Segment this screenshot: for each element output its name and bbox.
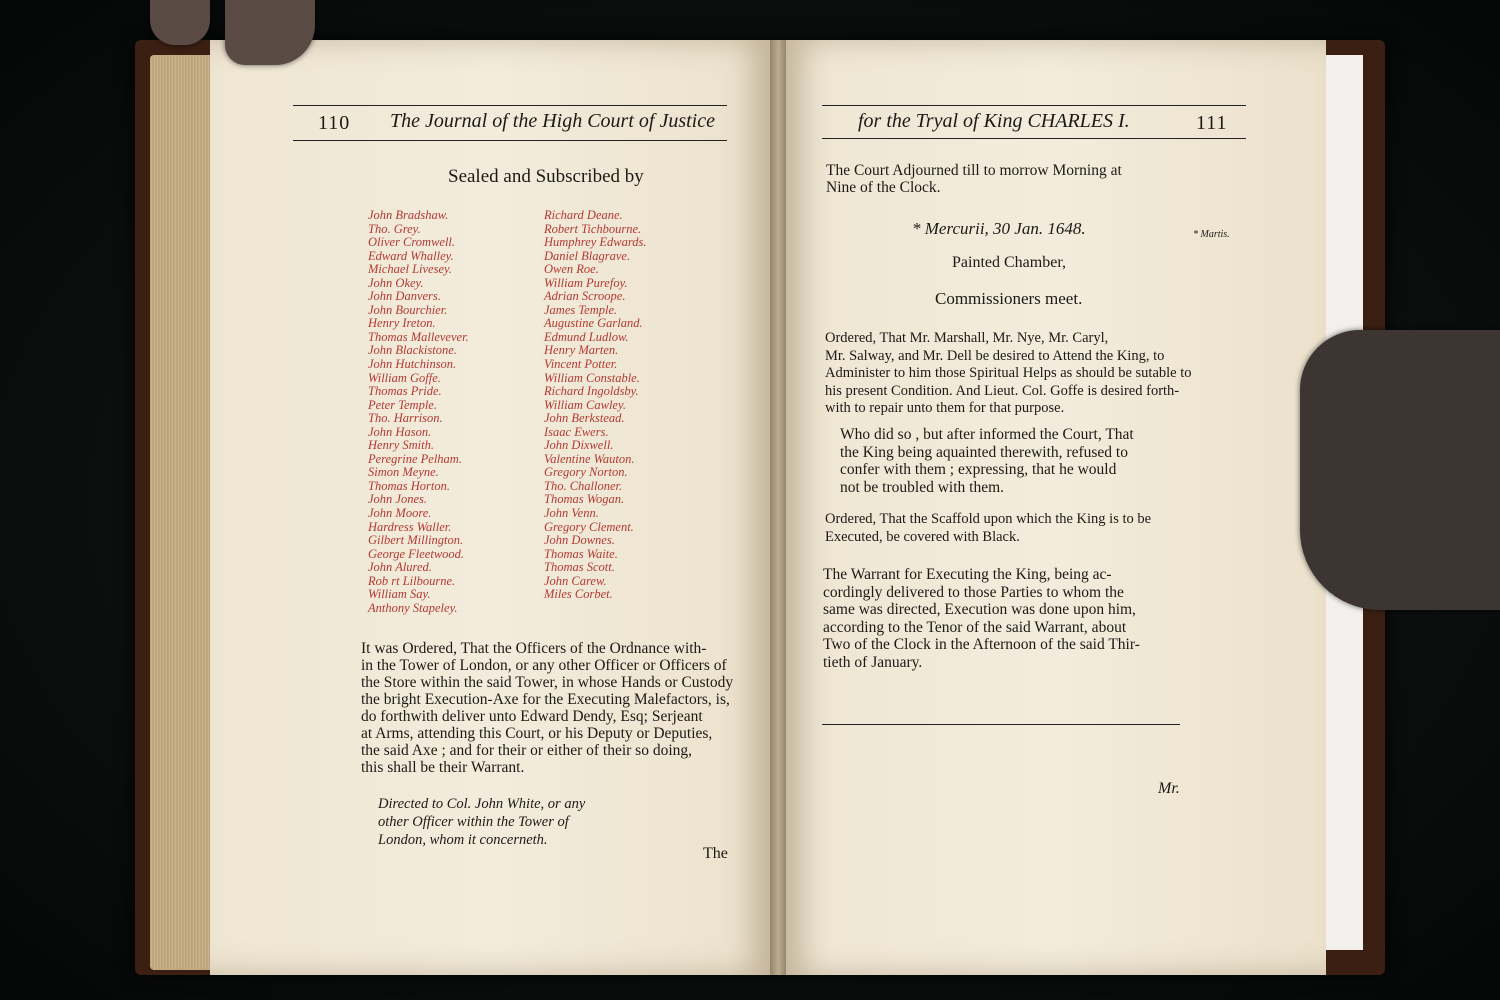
text-line: It was Ordered, That the Officers of the Ordnance with-: [361, 640, 707, 657]
page-number: 111: [1196, 112, 1228, 134]
signatory-name: Gregory Norton.: [544, 465, 628, 480]
who-did-paragraph: [840, 426, 1134, 496]
signatory-name: Henry Ireton.: [368, 316, 436, 331]
signatory-name: Gregory Clement.: [544, 519, 634, 534]
signatory-name: James Temple.: [544, 302, 618, 317]
text-line: tieth of January.: [823, 653, 923, 671]
text-line: Two of the Clock in the Afternoon of the said Thir-: [823, 636, 1140, 654]
signatory-name: Isaac Ewers.: [544, 424, 609, 439]
signatories-column-1: [368, 209, 469, 615]
order-marshall-paragraph: [825, 330, 1192, 418]
clasp-top-left: [150, 0, 210, 45]
text-line: Ordered, That the Scaffold upon which the King is to be: [825, 511, 1152, 527]
signatory-name: Richard Ingoldsby.: [544, 384, 639, 399]
text-line: Ordered, That Mr. Marshall, Mr. Nye, Mr. Caryl,: [825, 330, 1109, 346]
text-line: this shall be their Warrant.: [361, 759, 525, 776]
signatory-name: Edward Whalley.: [368, 248, 454, 263]
catchword: Mr.: [1158, 780, 1180, 797]
signatory-name: Rob rt Lilbourne.: [368, 573, 456, 588]
signatory-name: Thomas Mallevever.: [368, 329, 469, 344]
signatory-name: John Blackistone.: [368, 343, 457, 358]
signatory-name: Peter Temple.: [368, 397, 437, 412]
signatory-name: Augustine Garland.: [544, 316, 643, 331]
signatory-name: Adrian Scroope.: [544, 289, 626, 304]
signatory-name: Richard Deane.: [544, 208, 623, 222]
signatory-name: John Alured.: [368, 560, 432, 575]
text-line: the Store within the said Tower, in whose Hands or Custody: [361, 674, 734, 691]
running-head: for the Tryal of King CHARLES I.: [858, 110, 1130, 132]
text-line: Directed to Col. John White, or any: [378, 796, 586, 812]
signatory-name: Miles Corbet.: [544, 587, 613, 602]
margin-note: * Martis.: [1193, 229, 1230, 240]
signatory-name: Owen Roe.: [544, 262, 599, 277]
text-line: with to repair unto them for that purpose.: [825, 400, 1065, 416]
signatory-name: William Purefoy.: [544, 275, 628, 290]
page-edges: [150, 55, 218, 970]
text-line: the bright Execution-Axe for the Executing Malefactors, is,: [361, 691, 730, 708]
signatory-name: Tho. Challoner.: [544, 478, 623, 493]
text-line: according to the Tenor of the said Warrant, about: [823, 618, 1127, 636]
signatory-name: Robert Tichbourne.: [544, 221, 642, 236]
signatory-name: Thomas Scott.: [544, 560, 615, 575]
signatory-name: John Moore.: [368, 506, 432, 521]
signatory-name: Thomas Horton.: [368, 478, 450, 493]
signatory-name: Michael Livesey.: [368, 262, 452, 277]
signatory-name: John Bradshaw.: [368, 208, 449, 222]
place-heading: Painted Chamber,: [952, 254, 1066, 271]
text-line: do forthwith deliver unto Edward Dendy, Esq; Serjeant: [361, 708, 703, 725]
signatory-name: Simon Meyne.: [368, 465, 439, 480]
signatory-name: Valentine Wauton.: [544, 451, 635, 466]
signatory-name: John Jones.: [368, 492, 428, 507]
text-line: London, whom it concerneth.: [378, 832, 548, 848]
text-line: cordingly delivered to those Parties to whom the: [823, 583, 1124, 601]
header-rule-bottom: [822, 138, 1246, 139]
header-rule-top: [822, 105, 1246, 106]
text-line: not be troubled with them.: [840, 478, 1005, 496]
text-line: Mr. Salway, and Mr. Dell be desired to Attend the King, to: [825, 347, 1165, 364]
text-line: The Court Adjourned till to morrow Morning at: [826, 162, 1122, 179]
signatory-name: John Hutchinson.: [368, 357, 457, 372]
signatory-name: Thomas Waite.: [544, 546, 618, 561]
signatory-name: Gilbert Millington.: [368, 533, 464, 548]
text-line: the said Axe ; and for their or either of their so doing,: [361, 742, 693, 759]
signatory-name: John Berkstead.: [544, 411, 625, 426]
signatory-name: Edmund Ludlow.: [544, 329, 629, 344]
text-line: Executed, be covered with Black.: [825, 529, 1020, 545]
signatory-name: Daniel Blagrave.: [544, 248, 631, 263]
signatory-name: Thomas Pride.: [368, 384, 442, 399]
commissioners-heading: Commissioners meet.: [935, 289, 1083, 308]
signatories-column-2: [544, 209, 647, 602]
section-heading: Sealed and Subscribed by: [448, 166, 644, 187]
warrant-paragraph: [823, 566, 1140, 672]
clasp-right: [1300, 330, 1500, 610]
signatory-name: Henry Smith.: [368, 438, 434, 453]
signatory-name: Tho. Grey.: [368, 221, 421, 236]
book-gutter: [770, 40, 786, 975]
text-line: in the Tower of London, or any other Officer or Officers of: [361, 657, 727, 674]
signatory-name: Anthony Stapeley.: [368, 600, 458, 615]
directed-note: [378, 795, 585, 849]
signatory-name: John Downes.: [544, 533, 615, 548]
text-line: other Officer within the Tower of: [378, 814, 569, 830]
text-line: the King being aquainted therewith, refused to: [840, 443, 1128, 461]
signatory-name: William Goffe.: [368, 370, 441, 385]
signatory-name: George Fleetwood.: [368, 546, 465, 561]
signatory-name: Hardress Waller.: [368, 519, 452, 534]
date-line: * Mercurii, 30 Jan. 1648.: [912, 219, 1086, 238]
page-number: 110: [318, 112, 351, 134]
signatory-name: John Danvers.: [368, 289, 441, 304]
order-paragraph: [361, 640, 733, 776]
signatory-name: Thomas Wogan.: [544, 492, 625, 507]
signatory-name: John Bourchier.: [368, 302, 448, 317]
signatory-name: John Carew.: [544, 573, 607, 588]
signatory-name: John Okey.: [368, 275, 424, 290]
signatory-name: John Venn.: [544, 506, 599, 521]
text-line: Nine of the Clock.: [826, 179, 941, 196]
scaffold-order-paragraph: [825, 510, 1151, 546]
text-line: at Arms, attending this Court, or his Deputy or Deputies,: [361, 725, 713, 742]
section-rule: [822, 724, 1180, 725]
signatory-name: Humphrey Edwards.: [544, 235, 647, 250]
header-rule-top: [293, 105, 727, 106]
signatory-name: Oliver Cromwell.: [368, 235, 456, 250]
catchword: The: [703, 845, 728, 862]
signatory-name: William Cawley.: [544, 397, 626, 412]
signatory-name: Vincent Potter.: [544, 357, 618, 372]
signatory-name: William Constable.: [544, 370, 640, 385]
running-head: The Journal of the High Court of Justice: [390, 110, 715, 132]
text-line: confer with them ; expressing, that he would: [840, 461, 1117, 478]
signatory-name: John Dixwell.: [544, 438, 614, 453]
text-line: his present Condition. And Lieut. Col. Goffe is desired forth-: [825, 382, 1180, 399]
text-line: same was directed, Execution was done upon him,: [823, 601, 1136, 619]
header-rule-bottom: [293, 140, 727, 141]
signatory-name: John Hason.: [368, 424, 432, 439]
text-line: The Warrant for Executing the King, being ac-: [823, 566, 1112, 583]
signatory-name: Henry Marten.: [544, 343, 619, 358]
signatory-name: Tho. Harrison.: [368, 411, 443, 426]
signatory-name: William Say.: [368, 587, 431, 602]
adjourned-paragraph: [826, 162, 1122, 196]
signatory-name: Peregrine Pelham.: [368, 451, 462, 466]
text-line: Who did so , but after informed the Court, That: [840, 426, 1134, 443]
text-line: Administer to him those Spiritual Helps as should be sutable to: [825, 365, 1192, 381]
